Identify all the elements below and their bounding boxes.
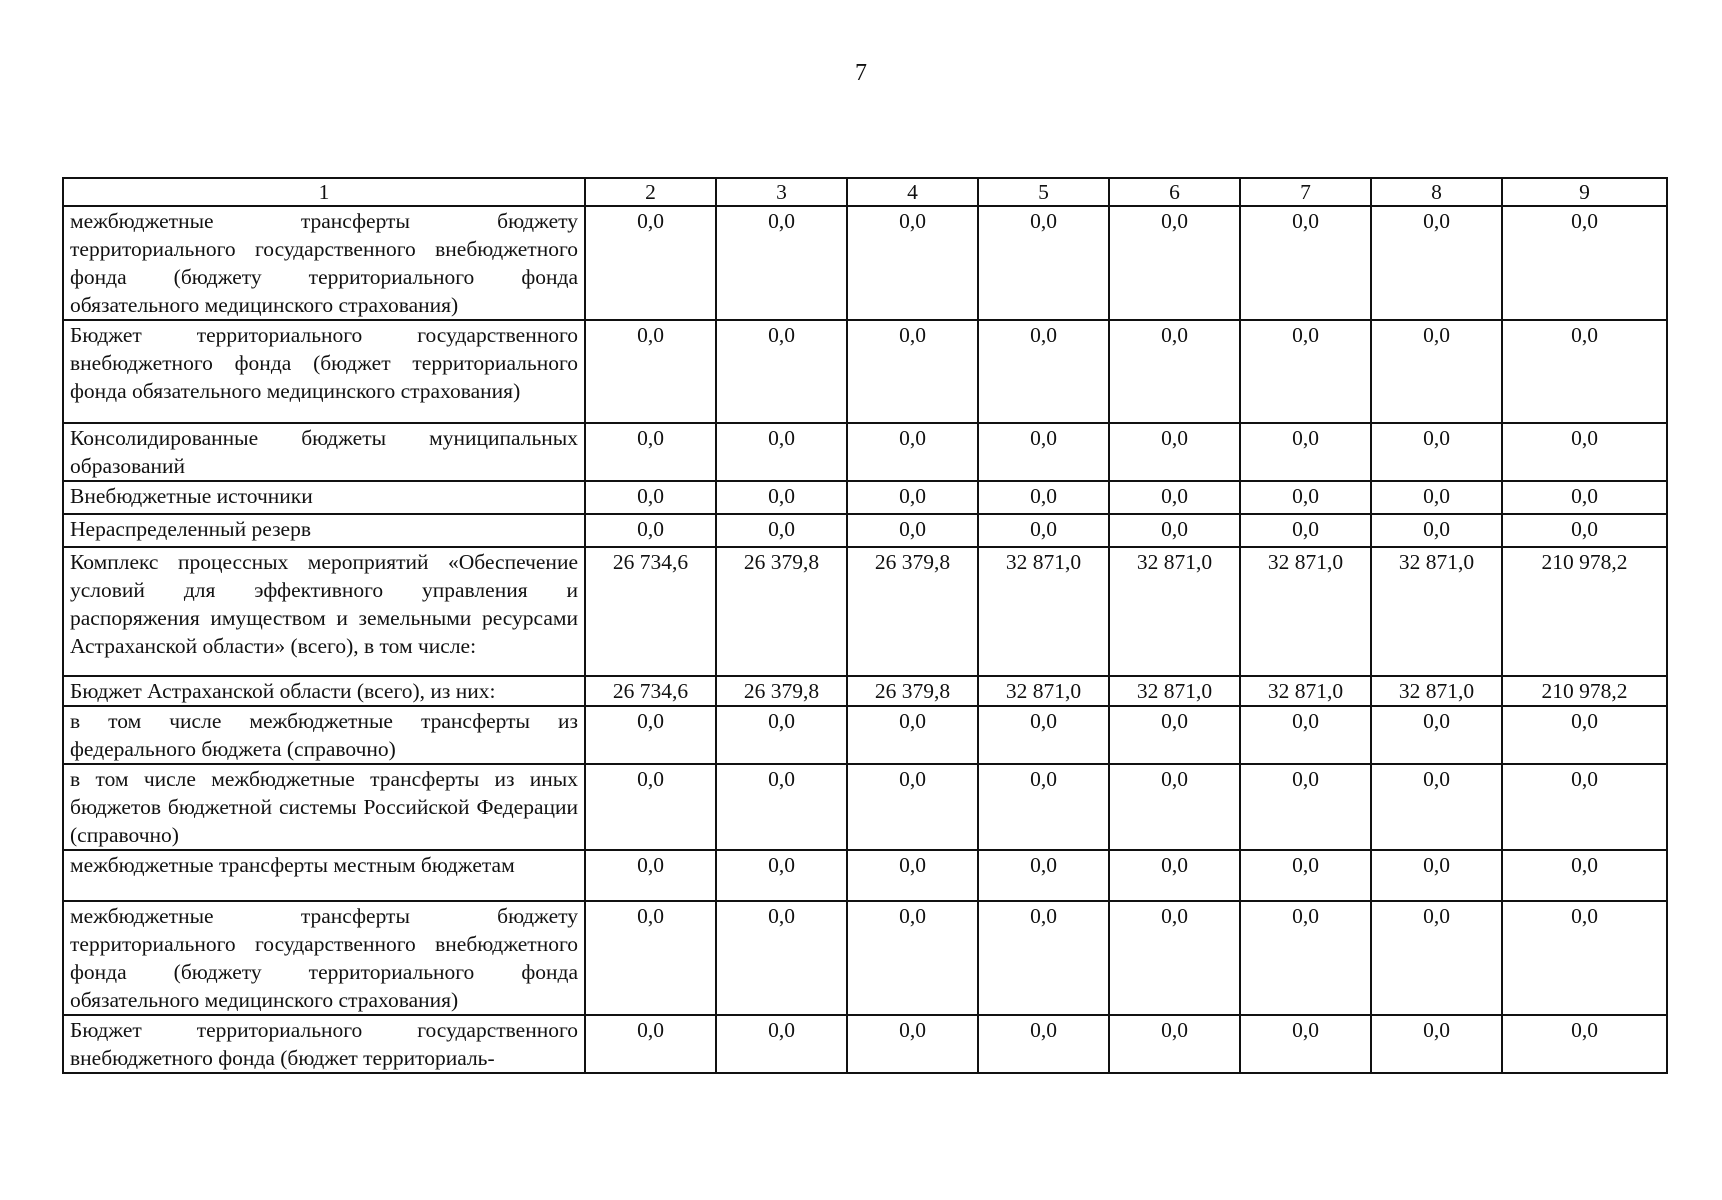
cell-value: 0,0: [1240, 706, 1371, 764]
cell-value: 210 978,2: [1502, 547, 1667, 676]
cell-value: 0,0: [585, 320, 716, 423]
cell-value: 0,0: [1371, 320, 1502, 423]
row-label: межбюджетные трансферты бюджету территориального государственного внебюджетного фонда (бюджету территориального фонда обязательного медицинского страхования): [63, 901, 585, 1015]
cell-value: 0,0: [1109, 320, 1240, 423]
cell-value: 0,0: [1240, 320, 1371, 423]
column-header-2: 2: [585, 178, 716, 206]
cell-value: 0,0: [847, 1015, 978, 1073]
cell-value: 0,0: [585, 481, 716, 514]
cell-value: 0,0: [716, 901, 847, 1015]
cell-value: 0,0: [1109, 423, 1240, 481]
cell-value: 0,0: [1109, 850, 1240, 901]
column-header-9: 9: [1502, 178, 1667, 206]
cell-value: 0,0: [1371, 850, 1502, 901]
cell-value: 0,0: [585, 514, 716, 547]
cell-value: 0,0: [1240, 206, 1371, 320]
cell-value: 0,0: [1502, 901, 1667, 1015]
cell-value: 0,0: [978, 850, 1109, 901]
cell-value: 0,0: [847, 706, 978, 764]
cell-value: 0,0: [847, 423, 978, 481]
cell-value: 0,0: [1502, 514, 1667, 547]
row-label: Консолидированные бюджеты муниципальных образований: [63, 423, 585, 481]
cell-value: 0,0: [1240, 901, 1371, 1015]
cell-value: 32 871,0: [1371, 547, 1502, 676]
row-label: Бюджет Астраханской области (всего), из них:: [63, 676, 585, 706]
column-header-3: 3: [716, 178, 847, 206]
row-label: Бюджет территориального государственного внебюджетного фонда (бюджет территориального фонда обязательного медицинского страхования): [63, 320, 585, 423]
cell-value: 0,0: [1240, 764, 1371, 850]
cell-value: 0,0: [1109, 901, 1240, 1015]
cell-value: 0,0: [978, 514, 1109, 547]
column-header-8: 8: [1371, 178, 1502, 206]
cell-value: 0,0: [585, 423, 716, 481]
cell-value: 0,0: [978, 423, 1109, 481]
cell-value: 0,0: [716, 764, 847, 850]
table-row: [63, 901, 1667, 1015]
cell-value: 0,0: [847, 320, 978, 423]
cell-value: 0,0: [585, 206, 716, 320]
cell-value: 26 734,6: [585, 547, 716, 676]
cell-value: 0,0: [1371, 514, 1502, 547]
cell-value: 0,0: [1109, 706, 1240, 764]
column-header-1: 1: [63, 178, 585, 206]
cell-value: 0,0: [978, 206, 1109, 320]
cell-value: 0,0: [1502, 850, 1667, 901]
table-row: [63, 547, 1667, 676]
cell-value: 210 978,2: [1502, 676, 1667, 706]
table-row: [63, 1015, 1667, 1073]
cell-value: 0,0: [1371, 764, 1502, 850]
table-row: [63, 423, 1667, 481]
column-header-4: 4: [847, 178, 978, 206]
cell-value: 0,0: [1240, 850, 1371, 901]
cell-value: 0,0: [1109, 481, 1240, 514]
cell-value: 0,0: [1502, 206, 1667, 320]
cell-value: 0,0: [716, 850, 847, 901]
cell-value: 0,0: [585, 706, 716, 764]
column-header-6: 6: [1109, 178, 1240, 206]
cell-value: 32 871,0: [978, 676, 1109, 706]
cell-value: 0,0: [716, 423, 847, 481]
cell-value: 32 871,0: [978, 547, 1109, 676]
table-row: [63, 206, 1667, 320]
cell-value: 0,0: [585, 901, 716, 1015]
cell-value: 0,0: [847, 481, 978, 514]
cell-value: 0,0: [1371, 206, 1502, 320]
cell-value: 26 379,8: [847, 547, 978, 676]
cell-value: 0,0: [1109, 1015, 1240, 1073]
row-label: межбюджетные трансферты бюджету территориального государственного внебюджетного фонда (бюджету территориального фонда обязательного медицинского страхования): [63, 206, 585, 320]
column-header-5: 5: [978, 178, 1109, 206]
cell-value: 0,0: [847, 901, 978, 1015]
row-label: Бюджет территориального государственного внебюджетного фонда (бюджет территориаль-: [63, 1015, 585, 1073]
cell-value: 0,0: [1240, 514, 1371, 547]
cell-value: 0,0: [1371, 706, 1502, 764]
row-label: межбюджетные трансферты местным бюджетам: [63, 850, 585, 901]
column-header-7: 7: [1240, 178, 1371, 206]
cell-value: 0,0: [978, 1015, 1109, 1073]
cell-value: 0,0: [585, 764, 716, 850]
header-row: [63, 178, 1667, 206]
cell-value: 0,0: [978, 706, 1109, 764]
cell-value: 0,0: [1371, 901, 1502, 1015]
cell-value: 0,0: [585, 1015, 716, 1073]
cell-value: 0,0: [1240, 423, 1371, 481]
table-row: [63, 764, 1667, 850]
cell-value: 0,0: [1371, 423, 1502, 481]
cell-value: 0,0: [716, 706, 847, 764]
cell-value: 0,0: [716, 514, 847, 547]
budget-table: [62, 177, 1668, 1074]
cell-value: 0,0: [847, 206, 978, 320]
cell-value: 0,0: [1502, 481, 1667, 514]
row-label: в том числе межбюджетные трансферты из иных бюджетов бюджетной системы Российской Федерации (справочно): [63, 764, 585, 850]
cell-value: 0,0: [716, 1015, 847, 1073]
row-label: Нераспределенный резерв: [63, 514, 585, 547]
cell-value: 0,0: [1502, 423, 1667, 481]
cell-value: 0,0: [1371, 481, 1502, 514]
row-label: в том числе межбюджетные трансферты из федерального бюджета (справочно): [63, 706, 585, 764]
cell-value: 32 871,0: [1240, 547, 1371, 676]
cell-value: 26 379,8: [716, 547, 847, 676]
cell-value: 0,0: [585, 850, 716, 901]
table-row: [63, 676, 1667, 706]
cell-value: 0,0: [1109, 514, 1240, 547]
table-row: [63, 514, 1667, 547]
cell-value: 0,0: [978, 481, 1109, 514]
cell-value: 0,0: [716, 481, 847, 514]
table-body: [63, 206, 1667, 1073]
row-label: Комплекс процессных мероприятий «Обеспечение условий для эффективного управления и распоряжения имуществом и земельными ресурсами Астраханской области» (всего), в том числе:: [63, 547, 585, 676]
cell-value: 26 379,8: [847, 676, 978, 706]
cell-value: 32 871,0: [1109, 547, 1240, 676]
cell-value: 0,0: [847, 514, 978, 547]
cell-value: 26 734,6: [585, 676, 716, 706]
cell-value: 0,0: [716, 320, 847, 423]
cell-value: 0,0: [1240, 1015, 1371, 1073]
cell-value: 32 871,0: [1240, 676, 1371, 706]
table-row: [63, 481, 1667, 514]
cell-value: 0,0: [978, 764, 1109, 850]
cell-value: 0,0: [1371, 1015, 1502, 1073]
cell-value: 0,0: [1109, 764, 1240, 850]
cell-value: 26 379,8: [716, 676, 847, 706]
cell-value: 0,0: [1109, 206, 1240, 320]
cell-value: 0,0: [1502, 320, 1667, 423]
cell-value: 0,0: [1502, 1015, 1667, 1073]
cell-value: 32 871,0: [1109, 676, 1240, 706]
cell-value: 0,0: [978, 320, 1109, 423]
cell-value: 0,0: [1502, 764, 1667, 850]
cell-value: 0,0: [716, 206, 847, 320]
table-row: [63, 706, 1667, 764]
cell-value: 0,0: [847, 764, 978, 850]
table-row: [63, 850, 1667, 901]
table-row: [63, 320, 1667, 423]
page-number: 7: [855, 60, 867, 86]
cell-value: 0,0: [978, 901, 1109, 1015]
row-label: Внебюджетные источники: [63, 481, 585, 514]
cell-value: 32 871,0: [1371, 676, 1502, 706]
cell-value: 0,0: [847, 850, 978, 901]
cell-value: 0,0: [1502, 706, 1667, 764]
cell-value: 0,0: [1240, 481, 1371, 514]
